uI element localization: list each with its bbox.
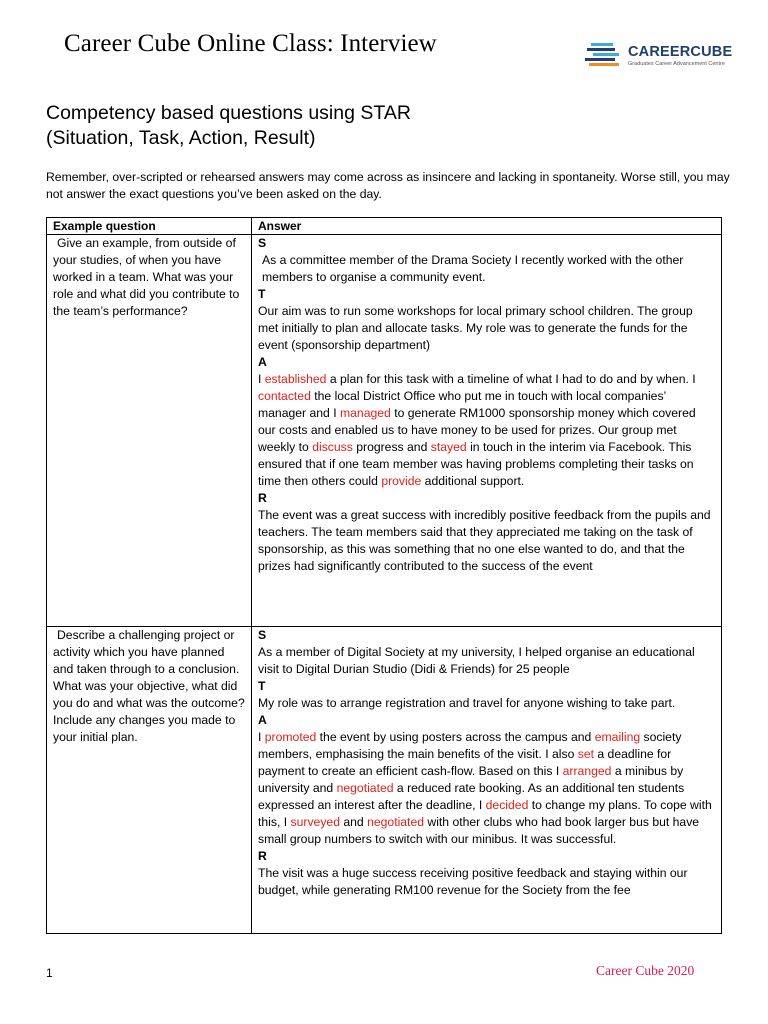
action-text-segment: a reduced rate booking. As an additional ten students expressed an interest after the deadline, I: [258, 781, 685, 812]
action-verb: negotiated: [336, 781, 394, 795]
star-table: [46, 217, 722, 934]
action-verb: provide: [381, 474, 422, 488]
action-label: A: [258, 713, 267, 727]
page-number: 1: [46, 966, 53, 980]
result-label: R: [258, 849, 267, 863]
careercube-logo: [585, 41, 735, 71]
answer-cell: [252, 235, 722, 627]
column-header-question: Example question: [47, 218, 252, 235]
action-verb: established: [264, 372, 327, 386]
action-verb: negotiated: [367, 815, 425, 829]
action-text-segment: the event by using posters across the campus and: [316, 730, 595, 744]
action-text-segment: in touch in the interim via Facebook. This ensured that if one team member was having problems completing their tasks on time then others could: [258, 440, 694, 488]
result-text: The visit was a huge success receiving positive feedback and staying within our budget, while generating RM100 revenue for the Society from the fee: [258, 866, 688, 897]
action-verb: emailing: [594, 730, 641, 744]
action-text-segment: progress and: [352, 440, 431, 454]
task-label: T: [258, 679, 266, 693]
action-text-segment: I: [258, 372, 265, 386]
action-verb: set: [577, 747, 594, 761]
action-text-segment: the local District Office who put me in touch with local companies’ manager and I: [258, 389, 666, 420]
action-verb: surveyed: [290, 815, 340, 829]
action-text-segment: a plan for this task with a timeline of what I had to do and by when. I: [326, 372, 696, 386]
logo-wordmark: CAREERCUBE: [628, 44, 733, 60]
action-verb: contacted: [258, 389, 311, 403]
intro-paragraph: Remember, over-scripted or rehearsed answers may come across as insincere and lacking in spontaneity. Worse still, you may not answer the exact questions you’ve been asked on the day.: [46, 170, 730, 201]
table-row: [47, 627, 722, 934]
action-verb: discuss: [312, 440, 353, 454]
question-cell: [47, 235, 252, 627]
question-cell: [47, 627, 252, 934]
action-text-segment: to generate RM1000 sponsorship money which covered our costs and enabled us to have money to be used for prizes. Our group met weekly to: [258, 406, 696, 454]
result-label: R: [258, 491, 267, 505]
situation-text: As a committee member of the Drama Society I recently worked with the other members to organise a community event.: [262, 253, 684, 284]
careercube-logo-icon: [585, 41, 625, 69]
result-text: The event was a great success with incredibly positive feedback from the pupils and teachers. The team members said that they appreciated me taking on the task of sponsorship, as this was something that no one else wanted to do, and that the prizes had significantly contributed to the success of the event: [258, 508, 711, 573]
table-header-row: [47, 218, 722, 235]
action-text-segment: with other clubs who had book larger bus but have small group numbers to switch with our minibus. It was successful.: [258, 815, 700, 846]
action-verb: managed: [339, 406, 391, 420]
action-text-segment: a deadline for payment to create an efficient cash-flow. Based on this I: [258, 747, 672, 778]
action-verb: promoted: [264, 730, 317, 744]
action-label: A: [258, 355, 267, 369]
table-row: [47, 235, 722, 627]
action-text: [258, 371, 715, 490]
task-text: My role was to arrange registration and travel for anyone wishing to take part.: [258, 696, 676, 710]
situation-label: S: [258, 236, 267, 250]
action-verb: stayed: [430, 440, 467, 454]
column-header-answer: Answer: [252, 218, 722, 235]
question-text: Give an example, from outside of your studies, of when you have worked in a team. What was your role and what did you contribute to the team’s performance?: [53, 236, 240, 318]
action-text-segment: a minibus by university and: [258, 764, 684, 795]
logo-tagline: Graduates Career Advancement Centre: [628, 61, 725, 67]
action-text: [258, 729, 715, 848]
action-verb: arranged: [562, 764, 612, 778]
heading-line-2: (Situation, Task, Action, Result): [46, 127, 316, 149]
document-title: Career Cube Online Class: Interview: [64, 30, 437, 57]
situation-label: S: [258, 628, 267, 642]
situation-text: As a member of Digital Society at my university, I helped organise an educational visit to Digital Durian Studio (Didi & Friends) for 25 people: [258, 645, 695, 676]
heading-line-1: Competency based questions using STAR: [46, 102, 411, 124]
task-text: Our aim was to run some workshops for local primary school children. The group met initially to plan and allocate tasks. My role was to generate the funds for the event (sponsorship department): [258, 304, 693, 352]
footer-brand: Career Cube 2020: [596, 963, 695, 978]
action-text-segment: and: [339, 815, 368, 829]
action-text-segment: I: [258, 730, 265, 744]
action-text-segment: to change my plans. To cope with this, I: [258, 798, 712, 829]
section-heading: [46, 101, 411, 151]
task-label: T: [258, 287, 266, 301]
action-verb: decided: [485, 798, 529, 812]
answer-cell: [252, 627, 722, 934]
action-text-segment: society members, emphasising the main benefits of the visit. I also: [258, 730, 682, 761]
question-text: Describe a challenging project or activity which you have planned and taken through to a conclusion. What was your objective, what did you do and what was the outcome? Include any changes you made to your initial plan.: [53, 628, 245, 744]
action-text-segment: additional support.: [421, 474, 525, 488]
